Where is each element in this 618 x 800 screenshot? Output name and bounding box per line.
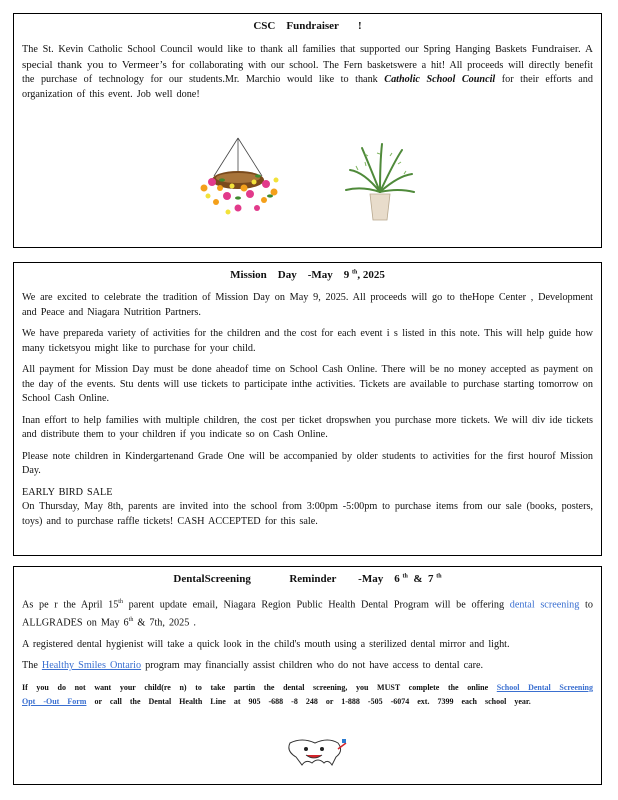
- mission-title-sup: th: [352, 269, 358, 276]
- mission-paragraph-5: Please note children in Kindergartenand Grade One will be accompanied by older students to activities for the first hourof Mission Day.: [22, 450, 593, 476]
- dental-p1-sup1: th: [118, 599, 123, 605]
- dental-title-sup2: th: [436, 573, 442, 580]
- fern-plant-image: [344, 142, 416, 222]
- mission-day-section: [13, 262, 602, 556]
- mission-day-title: [22, 269, 593, 281]
- mission-paragraph-3: All payment for Mission Day must be done aheadof time on School Cash Online. There will be no money accepted as payment on the day of the events. Stu dents will use tickets to participate inthe activities. Tickets are available to purchase starting tomorrow on School Cash Online.: [22, 364, 593, 404]
- dental-screening-title: [22, 573, 593, 585]
- opt-out-form-link[interactable]: School Dental Screening Opt -Out Form: [22, 682, 594, 706]
- csc-text-b: Fundraiser. A special thank you to Vermeer’s for: [22, 43, 593, 71]
- early-bird-paragraph: On Thursday, May 8th, parents are invited into the school from 3:00pm -5:00pm to purchase items from our sale (books, posters, toys) and to purchase raffle tickets! CASH ACCEPTED for this sale.: [22, 501, 593, 527]
- dental-paragraph-4: [22, 681, 593, 709]
- dental-p4-b: or call the Dental Health Line at 905 -688 -8 248 or 1-888 -505 -6074 ext. 7399 each school year.: [86, 696, 531, 706]
- tooth-mascot-image: [282, 737, 348, 767]
- mission-paragraph-2: We have prepareda variety of activities for the children and the cost for each event i s listed in this note. This will help guide how many ticketsyou might like to purchase for your child.: [22, 328, 593, 354]
- mission-title-tail: , 2025: [357, 269, 385, 281]
- csc-text-e: for their efforts and organization of this event. Job well done!: [22, 74, 593, 100]
- csc-fundraiser-section: [13, 13, 602, 248]
- csc-text-a: The St. Kevin Catholic School Council would like to thank all families that supported our Spring Hanging Baskets: [22, 44, 532, 55]
- early-bird-heading: EARLY BIRD SALE: [22, 486, 113, 498]
- csc-fundraiser-paragraph: [22, 42, 593, 102]
- hanging-basket-image: [192, 136, 284, 218]
- dental-p1-c: to ALLGRADES on May 6: [22, 599, 593, 629]
- csc-fundraiser-title: CSC Fundraiser !: [253, 20, 362, 32]
- dental-title-sup1: th: [402, 573, 408, 580]
- dental-paragraph-3: [22, 659, 593, 674]
- dental-p1-d: & 7th, 2025 .: [133, 617, 196, 629]
- csc-text-council: Catholic School Council: [384, 74, 496, 85]
- mission-title-text: Mission Day -May 9: [230, 269, 350, 281]
- dental-screening-link[interactable]: dental screening: [509, 599, 580, 611]
- dental-p3-b: program may financially assist children who do not have access to dental care.: [141, 660, 484, 672]
- dental-title-a: DentalScreening Reminder -May 6: [173, 573, 400, 585]
- mission-paragraph-1: We are excited to celebrate the tradition of Mission Day on May 9, 2025. All proceeds will go to theHope Center , Development and Peace and Niagara Nutrition Partners.: [22, 292, 593, 318]
- dental-paragraph-1: [22, 595, 593, 631]
- dental-p1-b: parent update email, Niagara Region Public Health Dental Program will be offering: [122, 599, 510, 611]
- dental-screening-section: [13, 566, 602, 785]
- dental-p3-a: The: [22, 660, 42, 672]
- mission-paragraph-4: Inan effort to help families with multiple children, the cost per ticket dropswhen you purchase more tickets. We will div ide tickets and distribute them to your children if you indicate so on Cash Online.: [22, 414, 593, 440]
- dental-p4-a: If you do not want your child(re n) to take partin the dental screening, you MUST complete the online: [22, 682, 497, 692]
- healthy-smiles-ontario-link[interactable]: Healthy Smiles Ontario: [41, 660, 142, 672]
- dental-p1-sup2: th: [128, 616, 134, 623]
- dental-paragraph-2: A registered dental hygienist will take a quick look in the child's mouth using a sterilized dental mirror and light.: [22, 638, 510, 650]
- csc-text-c: collaborating with our school. The Fern basketswere a hit! All proceeds will directly benefit the purchase of technology for our students.Mr. Marchio would like to thank: [22, 59, 593, 85]
- dental-title-b: & 7: [407, 573, 434, 585]
- dental-p1-a: As pe r the April 15: [22, 599, 119, 611]
